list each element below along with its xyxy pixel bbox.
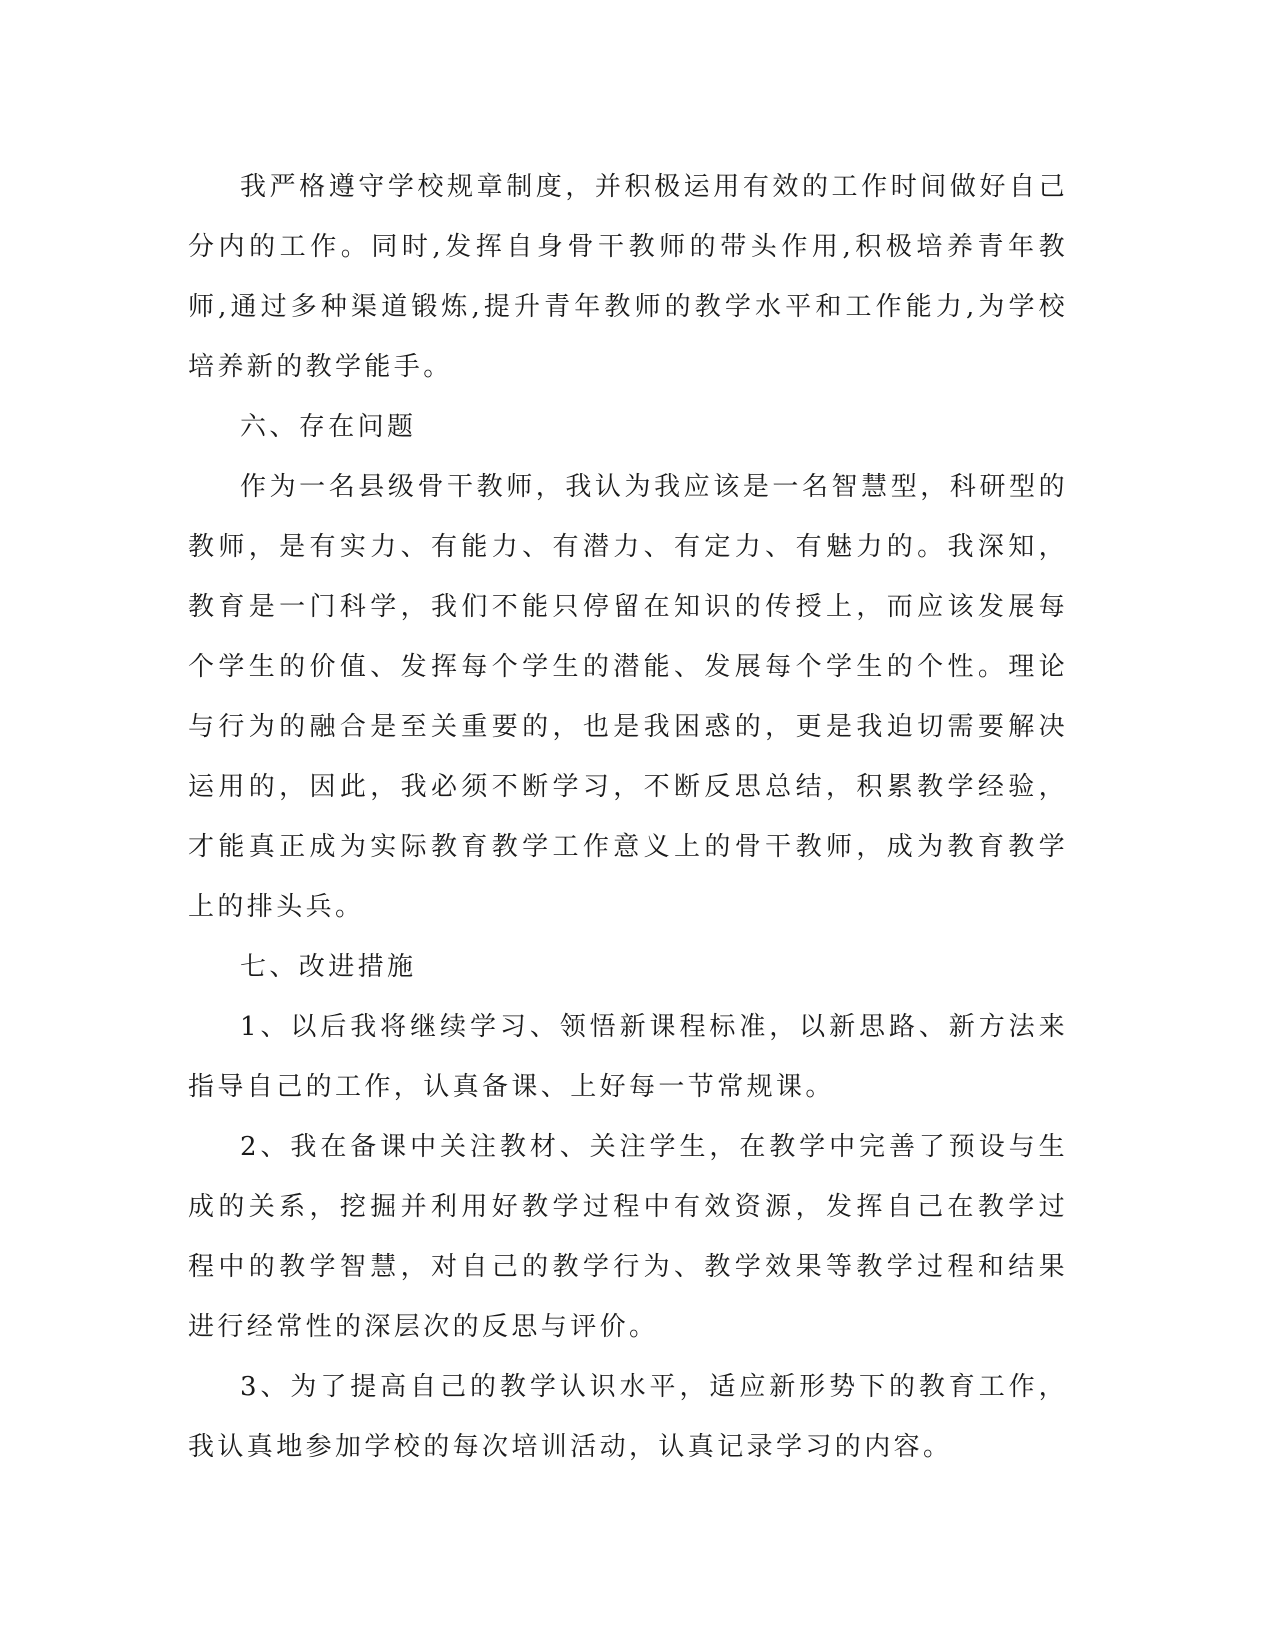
paragraph-problems: 作为一名县级骨干教师，我认为我应该是一名智慧型，科研型的教师，是有实力、有能力、有潜力、有定力、有魅力的。我深知，教育是一门科学，我们不能只停留在知识的传授上，而应该发展每个学生的价值、发挥每个学生的潜能、发展每个学生的个性。理论与行为的融合是至关重要的，也是我困惑的，更是我迫切需要解决运用的，因此，我必须不断学习，不断反思总结，积累教学经验，才能真正成为实际教育教学工作意义上的骨干教师，成为教育教学上的排头兵。 [188, 472, 1068, 922]
document-body [188, 157, 1068, 1477]
paragraph-improvement-3: 3、为了提高自己的教学认识水平，适应新形势下的教育工作，我认真地参加学校的每次培训活动，认真记录学习的内容。 [188, 1372, 1068, 1462]
paragraph-work-duties: 我严格遵守学校规章制度，并积极运用有效的工作时间做好自己分内的工作。同时,发挥自身骨干教师的带头作用,积极培养青年教师,通过多种渠道锻炼,提升青年教师的教学水平和工作能力,为学校培养新的教学能手。 [188, 172, 1068, 382]
paragraph-improvement-1: 1、以后我将继续学习、领悟新课程标准，以新思路、新方法来指导自己的工作，认真备课、上好每一节常规课。 [188, 1012, 1068, 1102]
paragraph-improvement-2: 2、我在备课中关注教材、关注学生，在教学中完善了预设与生成的关系，挖掘并利用好教学过程中有效资源，发挥自己在教学过程中的教学智慧，对自己的教学行为、教学效果等教学过程和结果进行经常性的深层次的反思与评价。 [188, 1132, 1068, 1342]
section-heading-improvements: 七、改进措施 [240, 952, 417, 982]
section-heading-problems: 六、存在问题 [240, 412, 417, 442]
